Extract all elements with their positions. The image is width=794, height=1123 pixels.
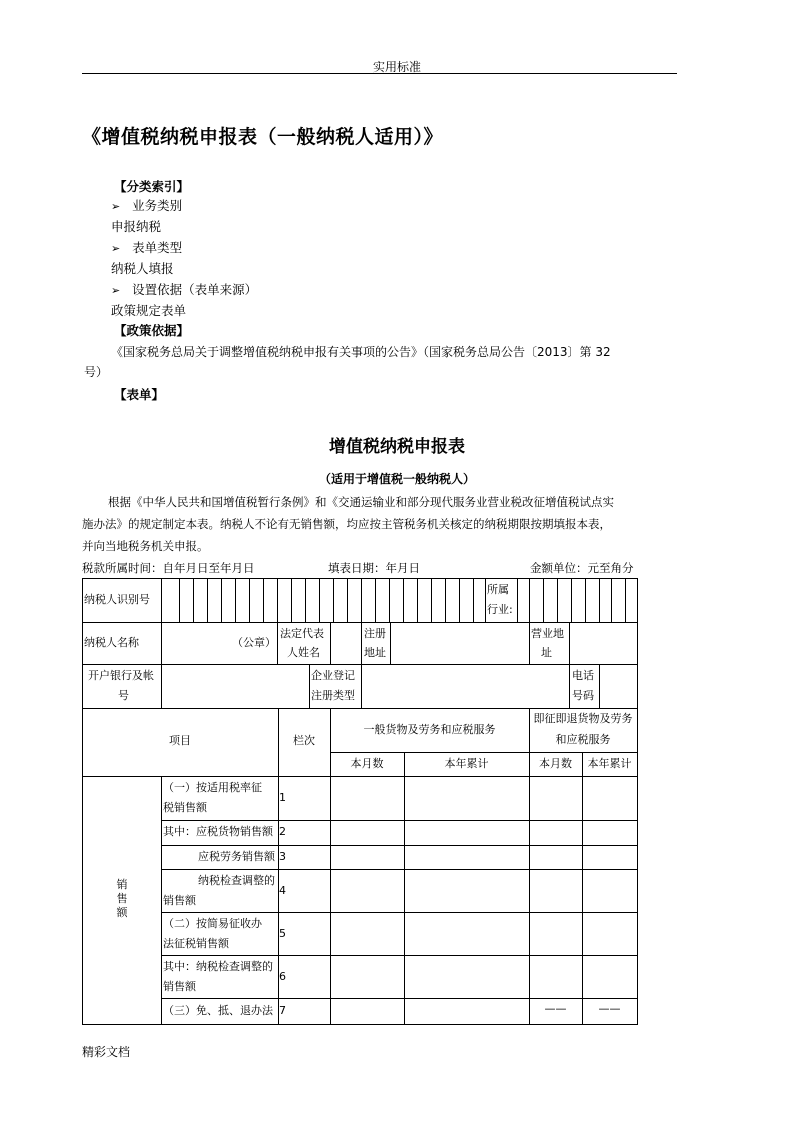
grid-line (390, 622, 391, 664)
row-item-label: 应税劳务销售额 (198, 850, 275, 863)
row-item-label-cont: 销售额 (163, 894, 196, 907)
grid-line (517, 578, 518, 622)
page-header: 实用标准 (372, 60, 421, 74)
grid-line (459, 578, 460, 622)
amount-unit: 金额单位：元至角分 (530, 561, 634, 575)
grid-line (599, 664, 600, 708)
industry-label-cont: 行业: (487, 603, 513, 616)
grid-line (305, 578, 306, 622)
row-item-label: 其中：纳税检查调整的 (163, 960, 273, 973)
grid-line (361, 578, 362, 622)
reg-addr-label: 注册 (364, 627, 386, 640)
grid-line (161, 664, 162, 708)
phone-label-cont: 号码 (572, 689, 594, 702)
grid-line (361, 664, 362, 708)
phone-label: 电话 (572, 669, 594, 682)
grid-line (582, 752, 583, 1024)
grid-line (361, 622, 362, 664)
grid-line (485, 578, 486, 622)
grid-line (291, 578, 292, 622)
grid-line (543, 578, 544, 622)
grid-line (82, 1024, 638, 1025)
grid-line (309, 664, 310, 708)
classification-heading: 【分类索引】 (114, 179, 190, 194)
grid-line (161, 912, 638, 913)
general-goods-header: 一般货物及劳务和应税服务 (363, 723, 496, 736)
grid-line (445, 578, 446, 622)
grid-line (347, 578, 348, 622)
form-title: 增值税纳税申报表 (329, 437, 465, 457)
grid-line (333, 578, 334, 622)
row-number: 1 (279, 791, 286, 804)
grid-line (249, 578, 250, 622)
grid-line (557, 578, 558, 622)
item-value: 政策规定表单 (111, 303, 187, 318)
grid-line (389, 578, 390, 622)
taxpayer-id-label: 纳税人识别号 (84, 593, 150, 606)
row-item-label: 纳税检查调整的 (198, 874, 275, 887)
policy-text: 《国家税务总局关于调整增值税纳税申报有关事项的公告》（国家税务总局公告〔2013〕第 32 (111, 345, 611, 359)
grid-line (277, 622, 278, 664)
policy-heading: 【政策依据】 (114, 323, 190, 338)
grid-line (611, 578, 612, 622)
ent-type-label-cont: 注册类型 (311, 689, 355, 702)
grid-line (161, 955, 638, 956)
taxpayer-name-label: 纳税人名称 (84, 636, 139, 649)
grid-line (625, 578, 626, 622)
item-label: 业务类别 (132, 198, 183, 213)
grid-line (82, 578, 83, 1024)
grid-line (529, 622, 530, 664)
grid-line (161, 820, 638, 821)
row-number: 4 (279, 884, 286, 897)
grid-line (403, 578, 404, 622)
grid-line (161, 845, 638, 846)
item-value: 申报纳税 (111, 219, 162, 234)
grid-line (161, 622, 162, 664)
biz-addr-label: 营业地 (531, 627, 564, 640)
page-footer: 精彩文档 (82, 1045, 131, 1059)
grid-line (569, 622, 570, 664)
grid-line (375, 578, 376, 622)
grid-line (404, 752, 405, 1024)
document-title: 《增值税纳税申报表（一般纳税人适用）》 (82, 126, 444, 148)
month-header: 本月数 (539, 757, 572, 770)
form-subtitle: （适用于增值税一般纳税人） (318, 472, 475, 486)
row-item-label: 其中：应税货物销售额 (163, 825, 273, 838)
refund-goods-header: 即征即退货物及劳务 (533, 712, 633, 725)
grid-line (473, 578, 474, 622)
grid-line (569, 664, 570, 708)
arrow-bullet-icon: ➢ (111, 242, 121, 255)
biz-addr-label-cont: 址 (541, 646, 552, 659)
grid-line (235, 578, 236, 622)
grid-line (82, 622, 638, 623)
grid-line (599, 578, 600, 622)
reg-addr-label-cont: 地址 (364, 646, 386, 659)
fill-date: 填表日期：年月日 (328, 561, 420, 575)
grid-line (330, 622, 331, 664)
row-item-label: （一）按适用税率征 (163, 781, 262, 794)
row-number: 6 (279, 970, 286, 983)
form-heading: 【表单】 (114, 387, 165, 402)
intro-line: 并向当地税务机关申报。 (82, 539, 209, 553)
year-total-header: 本年累计 (444, 757, 489, 770)
grid-line (82, 578, 638, 579)
grid-line (161, 578, 162, 622)
arrow-bullet-icon: ➢ (111, 284, 121, 297)
grid-line (207, 578, 208, 622)
grid-line (82, 664, 638, 665)
grid-line (263, 578, 264, 622)
row-item-label-cont: 销售额 (163, 980, 196, 993)
ent-type-label: 企业登记 (311, 669, 355, 682)
grid-line (161, 776, 162, 1024)
month-header: 本月数 (350, 757, 384, 770)
row-number: 5 (279, 927, 286, 940)
tax-period: 税款所属时间：自年月日至年月日 (82, 561, 255, 575)
row-item-label-cont: 法征税销售额 (163, 937, 229, 950)
intro-line: 施办法》的规定制定本表。纳税人不论有无销售额，均应按主管税务机关核定的纳税期限按期填报本表， (82, 517, 611, 531)
legal-rep-label: 法定代表 (280, 627, 324, 640)
sales-group-label: 销售额 (116, 878, 128, 919)
policy-text-cont: 号） (84, 365, 109, 379)
arrow-bullet-icon: ➢ (111, 200, 121, 213)
legal-rep-label-cont: 人姓名 (287, 646, 320, 659)
grid-line (179, 578, 180, 622)
grid-line (82, 776, 638, 777)
row-item-label: （三）免、抵、退办法 (163, 1004, 273, 1017)
grid-line (585, 578, 586, 622)
grid-line (417, 578, 418, 622)
row-number: 2 (279, 825, 286, 838)
item-label: 设置依据（表单来源） (132, 282, 258, 297)
item-value: 纳税人填报 (111, 261, 174, 276)
grid-line (161, 869, 638, 870)
item-header: 项目 (169, 734, 191, 747)
grid-line (221, 578, 222, 622)
item-label: 表单类型 (132, 240, 183, 255)
row-number: 7 (279, 1004, 286, 1017)
column-no-header: 栏次 (293, 734, 315, 747)
bank-account-label-cont: 号 (118, 689, 129, 702)
grid-line (319, 578, 320, 622)
grid-line (529, 578, 530, 622)
grid-line (637, 578, 638, 1024)
row-item-label-cont: 税销售额 (163, 801, 207, 814)
not-applicable-dash: —— (544, 1002, 567, 1015)
row-number: 3 (279, 850, 286, 863)
row-item-label: （二）按简易征收办 (163, 917, 262, 930)
grid-line (431, 578, 432, 622)
industry-label: 所属 (487, 583, 509, 596)
grid-line (330, 752, 638, 753)
grid-line (277, 578, 278, 622)
grid-line (193, 578, 194, 622)
bank-account-label: 开户银行及帐 (88, 669, 154, 682)
grid-line (571, 578, 572, 622)
intro-line: 根据《中华人民共和国增值税暂行条例》和《交通运输业和部分现代服务业营业税改征增值税试点实 (108, 495, 614, 509)
year-total-header: 本年累计 (587, 757, 632, 770)
seal-label: （公章） (232, 636, 276, 649)
refund-goods-header-cont: 和应税服务 (555, 733, 611, 746)
not-applicable-dash: —— (598, 1002, 621, 1015)
